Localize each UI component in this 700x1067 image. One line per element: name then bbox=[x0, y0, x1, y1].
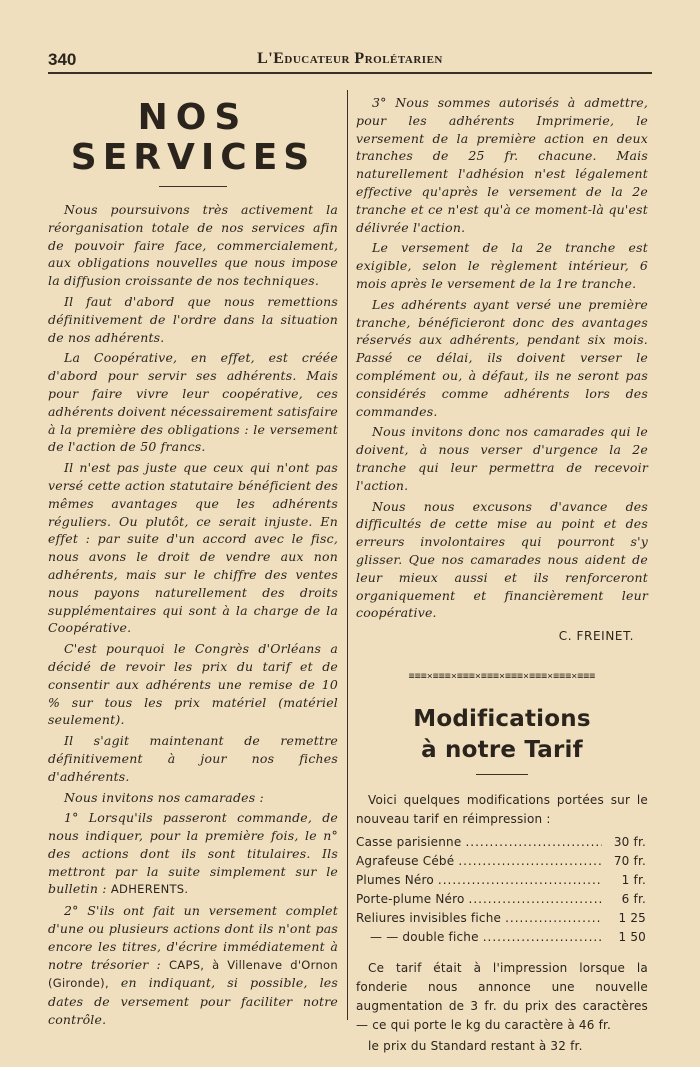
page-number: 340 bbox=[48, 50, 77, 69]
tarif-title-rule bbox=[476, 774, 528, 775]
price-label: — — double fiche bbox=[370, 929, 479, 944]
paragraph: Nous invitons nos camarades : bbox=[64, 789, 264, 805]
paragraph: Il faut d'abord que nous remettions définitivement de l'ordre dans la situation de nos adhérents. bbox=[48, 293, 338, 345]
leader-dots bbox=[483, 928, 602, 947]
price-value: 6 fr. bbox=[621, 891, 646, 906]
paragraph: La Coopérative, en effet, est créée d'abord pour servir ses adhérents. Mais pour faire vivre leur coopérative, ces adhérents doivent nécessairement satisfaire à la première des obligations : le versement de l'action de 50 francs. bbox=[48, 350, 338, 455]
price-label: Casse parisienne bbox=[356, 834, 462, 849]
price-row bbox=[356, 871, 646, 890]
price-row bbox=[356, 909, 646, 928]
leader-dots bbox=[438, 871, 602, 890]
price-row bbox=[356, 928, 646, 947]
list-item-2 bbox=[48, 902, 338, 1029]
treasurer-address: CAPS, à Villenave d'Ornon (Gironde), bbox=[48, 957, 338, 991]
leader-dots bbox=[505, 909, 602, 928]
list-item-text: 2° S'ils ont fait un versement complet d'une ou plusieurs actions dont ils n'ont pas encore les titres, d'écrire immédiatement à notre trésorier : bbox=[48, 903, 338, 972]
price-row bbox=[356, 833, 646, 852]
price-row bbox=[356, 890, 646, 909]
price-value: 1 fr. bbox=[621, 872, 646, 887]
price-value: 30 fr. bbox=[613, 834, 646, 849]
tarif-note: le prix du Standard restant à 32 fr. bbox=[368, 1038, 583, 1053]
price-value: 1 25 bbox=[618, 910, 646, 925]
signature: C. FREINET. bbox=[558, 629, 634, 644]
paragraph: Le versement de la 2e tranche est exigible, selon le règlement intérieur, 6 mois après le versement de la 1re tranche. bbox=[356, 240, 648, 291]
price-label: Agrafeuse Cébé bbox=[356, 853, 455, 868]
paragraph: Nous nous excusons d'avance des difficultés de cette mise au point et des erreurs involontaires qui pourront s'y glisser. Que nos camarades nous aident de leur mieux aussi et ils renforceront organiquement et financièrement leur coopérative. bbox=[356, 498, 648, 621]
tarif-intro: Voici quelques modifications portées sur le nouveau tarif en réimpression : bbox=[356, 792, 648, 826]
paragraph: Les adhérents ayant versé une première tranche, bénéficieront donc des avantages réservés aux adhérents, pendant six mois. Passé ce délai, ils doivent verser le complément ou, à défaut, ils ne seront pas considérés comme adhérents lors des commandes. bbox=[356, 296, 648, 419]
paragraph: Il s'agit maintenant de remettre définitivement à jour nos fiches d'adhérents. bbox=[48, 733, 338, 784]
page-header bbox=[48, 46, 652, 74]
price-label: Porte-plume Néro bbox=[356, 891, 465, 906]
leader-dots bbox=[458, 852, 602, 871]
list-item-1 bbox=[48, 809, 338, 899]
leader-dots bbox=[469, 890, 602, 909]
leader-dots bbox=[465, 833, 602, 852]
price-row bbox=[356, 852, 646, 871]
paragraph: C'est pourquoi le Congrès d'Orléans a décidé de revoir les prix du tarif et de consentir aux adhérents une remise de 10 % sur tous les prix matériel (matériel seulement). bbox=[48, 641, 338, 728]
price-value: 1 50 bbox=[618, 929, 646, 944]
ornament-divider: ≡≡≡×≡≡≡×≡≡≡×≡≡≡×≡≡≡×≡≡≡×≡≡≡×≡≡≡ bbox=[408, 670, 596, 682]
paragraph: 3° Nous sommes autorisés à admettre, pour les adhérents Imprimerie, le versement de la première action en deux tranches de 25 fr. chacune. Mais naturellement l'adhésion n'est légalement effective qu'après le versement de la 2e tranche et ce n'est qu'à ce moment-là qu'est délivrée l'action. bbox=[356, 95, 648, 235]
price-value: 70 fr. bbox=[613, 853, 646, 868]
left-column bbox=[48, 94, 338, 1032]
tarif-title-line2: à notre Tarif bbox=[421, 736, 583, 763]
paragraph: Nous poursuivons très activement la réorganisation totale de nos services afin de pouvoir faire face, commercialement, aux obligations nouvelles que nous impose la diffusion croissante de nos techniques. bbox=[48, 202, 338, 289]
title-rule bbox=[159, 186, 227, 187]
paragraph: Il n'est pas juste que ceux qui n'ont pas versé cette action statutaire bénéficient des mêmes avantages que les adhérents réguliers. Ou plutôt, ce serait injuste. En effet : par suite d'un accord avec le fisc, nous avons le droit de vendre aux non adhérents, mais sur le chiffre des ventes nous payons naturellement des droits supplémentaires qui sont à la charge de la Coopérative. bbox=[48, 460, 338, 636]
tarif-section bbox=[356, 791, 648, 1056]
list-item-text: en indiquant, si possible, les dates de versement pour faciliter notre contrôle. bbox=[48, 975, 338, 1028]
paragraph: Nous invitons donc nos camarades qui le doivent, à nous verser d'urgence la 2e tranche qui leur permettra de recevoir l'action. bbox=[356, 424, 648, 493]
running-title: L'Educateur Prolétarien bbox=[257, 50, 443, 67]
keyword-adherents: ADHERENTS. bbox=[110, 882, 189, 897]
tarif-note: Ce tarif était à l'impression lorsque la fonderie nous annonce une nouvelle augmentation de 3 fr. du prix des caractères — ce qui porte le kg du caractère à 46 fr. bbox=[356, 960, 648, 1032]
column-divider bbox=[347, 90, 348, 1020]
price-label: Plumes Néro bbox=[356, 872, 434, 887]
tarif-title-line1: Modifications bbox=[413, 705, 591, 732]
article-title-line1: NOS bbox=[137, 97, 249, 138]
price-label: Reliures invisibles fiche bbox=[356, 910, 502, 925]
list-item-text: 1° Lorsqu'ils passeront commande, de nous indiquer, pour la première fois, le n° des actions dont ils sont titulaires. Ils mettront par la suite simplement sur le bulletin : bbox=[48, 810, 338, 897]
article-title-line2: SERVICES bbox=[70, 137, 316, 178]
right-column bbox=[356, 94, 648, 1056]
